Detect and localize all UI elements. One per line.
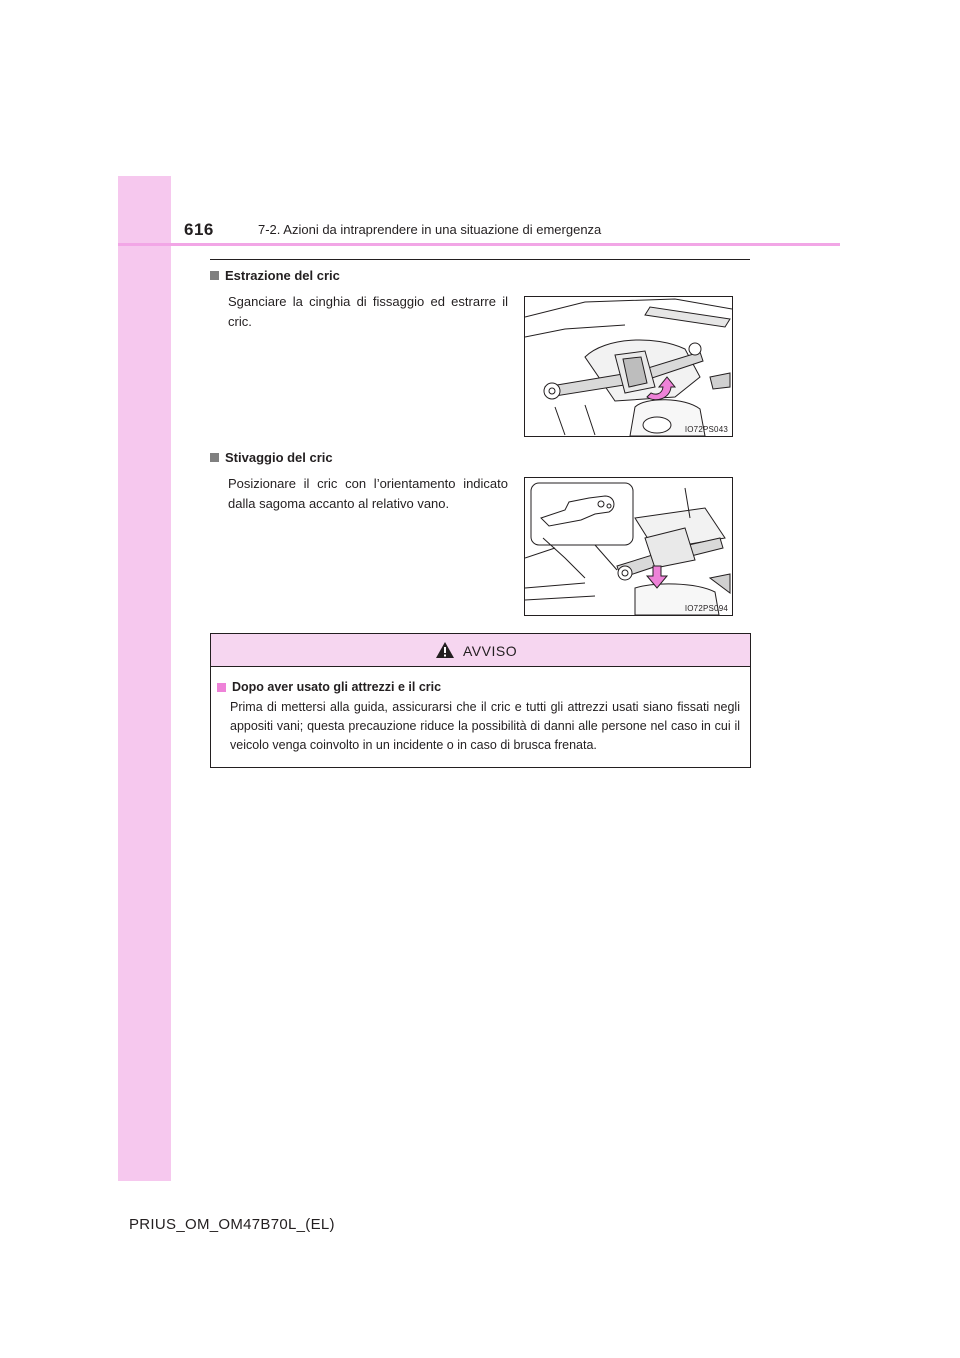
section-heading-extraction: [210, 268, 340, 283]
section-text-stowage: Posizionare il cric con l’orientamento indicato dalla sagoma accanto al relativo vano.: [228, 476, 508, 511]
figure-jack-stowage: [524, 477, 733, 616]
warning-title: AVVISO: [463, 643, 518, 659]
figure-code: IO72PS094: [684, 604, 728, 613]
side-color-band: [118, 176, 171, 1181]
warning-header: [211, 634, 750, 667]
header-rule: [118, 243, 840, 246]
warning-text: Prima di mettersi alla guida, assicurarsi che il cric e tutti gli attrezzi usati siano fissati negli appositi vani; questa precauzione riduce la possibilità di danni alle persone nel caso in cui il veicolo venga coinvolto in un incidente o in caso di brusca frenata.: [230, 700, 740, 752]
square-bullet-icon: [217, 683, 226, 692]
warning-subheading-label: Dopo aver usato gli attrezzi e il cric: [232, 680, 442, 694]
section-heading-label: Stivaggio del cric: [225, 450, 333, 465]
warning-triangle-icon: [435, 641, 455, 659]
section-heading-stowage: [210, 450, 333, 465]
square-bullet-icon: [210, 271, 219, 280]
section-heading-label: Estrazione del cric: [225, 268, 340, 283]
figure-code: IO72PS043: [684, 425, 728, 434]
footer-doc-id: PRIUS_OM_OM47B70L_(EL): [129, 1216, 335, 1233]
square-bullet-icon: [210, 453, 219, 462]
warning-subheading: [217, 680, 441, 694]
section-text-extraction: Sganciare la cinghia di fissaggio ed estrarre il cric.: [228, 294, 508, 329]
jack-extraction-illustration: [525, 297, 732, 436]
warning-box: [210, 633, 751, 768]
section-divider: [210, 259, 750, 260]
jack-stowage-illustration: [525, 478, 732, 615]
chapter-title: 7-2. Azioni da intraprendere in una situazione di emergenza: [258, 222, 602, 237]
page-number: 616: [184, 220, 214, 239]
figure-jack-extraction: [524, 296, 733, 437]
